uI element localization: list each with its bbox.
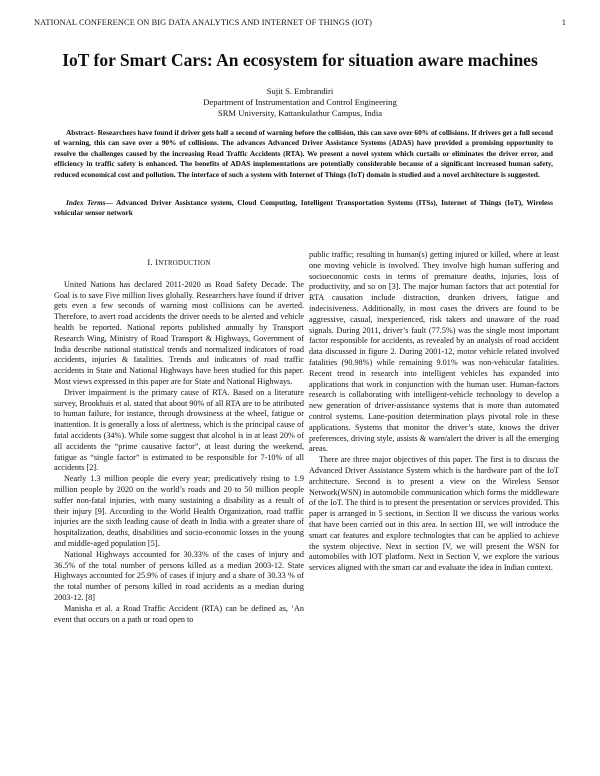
author-name: Sujit S. Embrandiri bbox=[266, 86, 334, 96]
abstract bbox=[54, 128, 553, 180]
section-heading-introduction: I. INTRODUCTION bbox=[147, 258, 211, 267]
paragraph: Manisha et al. a Road Traffic Accident (RTA) can be defined as, ‘An event that occurs on a path or road open to bbox=[54, 603, 304, 624]
paragraph: National Highways accounted for 30.33% of the cases of injury and 36.5% of the total number of persons killed as a median 2003-12. State Highways accounted for 25.9% of cases if injury and a share of 30.33 % of the total number of persons killed in road accidents as a median during 2003-12. [8] bbox=[54, 549, 304, 602]
author-department: Department of Instrumentation and Control Engineering bbox=[203, 97, 397, 107]
paragraph: Nearly 1.3 million people die every year; predicatively rising to 1.9 million people by 2020 on the world’s roads and 20 to 50 million people suffer non-fatal injuries, with many sustaining a disability as a result of their injury [9]. According to the World Health Organization, road traffic injuries are the sixth leading cause of death in India with a greater share of hospitalization, deaths, disabilities and socio-economic losses in the young and middle-aged population [5]. bbox=[54, 474, 304, 548]
paragraph: United Nations has declared 2011-2020 as Road Safety Decade. The Goal is to save Five million lives globally. Researchers have found if driver gets even a few seconds of warning most collisions can be averted. Therefore, to avert road accidents the driver needs to be alerted and vehicle health be reported. National reports published annually by Transport Research Wing, Ministry of Road Transport & Highways, Government of India describe national statistical trends and normalized indicators of road accidents, injuries & fatalities. Trends and indicators of road traffic accidents in State and National Highways have been studied for this paper. Most views expressed in this paper are for State and National Highways. bbox=[54, 279, 304, 386]
author-block bbox=[0, 86, 600, 119]
index-terms-label: Index Terms bbox=[66, 198, 106, 207]
running-header bbox=[34, 18, 566, 30]
paragraph: public traffic; resulting in human(s) getting injured or killed, where at least one moving vehicle is involved. They involve high human suffering and socioeconomic costs in terms of premature deaths, injuries, loss of productivity, and so on [3]. The major human factors that act potential for RTA causation include distraction, drunken drivers, fatigue and indecisiveness. Additionally, in most cases the drivers are found to be aggressive, casual, inexperienced, risk takers and unaware of the road signals. During 2011, driver’s fault (77.5%) was the single most important factor responsible for accidents, as revealed by an analysis of road accident data discussed in figure 2. During 2001-12, motor vehicle related involved fatalities (90.98%) while remaining 9.01% was non-vehicular fatalities. Recent trend in research into intelligent vehicles has expanded into applications that work in conjunction with the human user. Human-factors research is collaborating with intelligent-vehicle technology to develop a new generation of driver-assistance systems that is more than automated control systems. Lane-position determination plays pivotal role in these applications. Systems that monitor the driver’s state, knows the driver preferences, driving style, assists & warn/alert the driver is all the emerging areas. bbox=[309, 250, 559, 454]
index-terms-text: — Advanced Driver Assistance system, Cloud Computing, Intelligent Transportation Systems (ITSs), Internet of Things (IoT), Wireless vehicular sensor network bbox=[54, 198, 553, 218]
author-institution: SRM University, Kattankulathur Campus, India bbox=[217, 108, 383, 118]
left-column bbox=[54, 258, 304, 625]
page-number: 1 bbox=[561, 18, 566, 27]
conference-name: NATIONAL CONFERENCE ON BIG DATA ANALYTICS AND INTERNET OF THINGS (IOT) bbox=[34, 18, 372, 27]
paper-title: IoT for Smart Cars: An ecosystem for situation aware machines bbox=[62, 50, 538, 70]
index-terms bbox=[54, 198, 553, 219]
abstract-text: Abstract- Researchers have found if driver gets half a second of warning before the collision, this can save over 60% of collisions. If drivers get a full second of warning, this can save over a 90% of collisions. The advances Advanced Driver Assistance Systems (ADAS) have provided a promising opportunity to resolve the challenges caused by the increasing Road Traffic Accidents (RTA). We present a novel system which curtails or eliminates the driver error, and efficiency in traffic safety is enhanced. The benefits of ADAS implementations are potentially considerable because of a significant increased human safety, reduced economical cost and pollution. The interface of such a system with Internet of Things (IoT) domain is studied and a novel architecture is suggested. bbox=[54, 128, 553, 179]
paragraph: There are three major objectives of this paper. The first is to discuss the Advanced Driver Assistance System which is the hardware part of the IoT architecture. Second is to present a view on the Wireless Sensor Network(WSN) in automobile communication which forms the middleware of the IoT. The third is to present the presentation or services provided. This paper is arranged in 5 sections, in Section II we discuss the various works that have been carried out in this area. In section III, we will introduce the smart car features and explore technologies that can be applied to achieve the system objective. Next in section IV, we will present the WSN for automobiles with IOT platform. Next in Section V, we explore the various services aligned with the smart car and evaluate the idea in Indian context. bbox=[309, 455, 559, 573]
right-column bbox=[309, 250, 559, 574]
paragraph: Driver impairment is the primary cause of RTA. Based on a literature survey, Brookhuis et al. stated that about 90% of all RTA are to be attributed to human failure, for instance, through drowsiness at the wheel, fatigue or inattention. It is generally a loss of alertness, which is the principal cause of fatal accidents (34%). While some suggest that alcohol is in at least 20% of all accidents the “prime causative factor”, at least during the weekend, fatigue as “single factor” is estimated to be responsible for 7-10% of all accidents [2]. bbox=[54, 387, 304, 473]
